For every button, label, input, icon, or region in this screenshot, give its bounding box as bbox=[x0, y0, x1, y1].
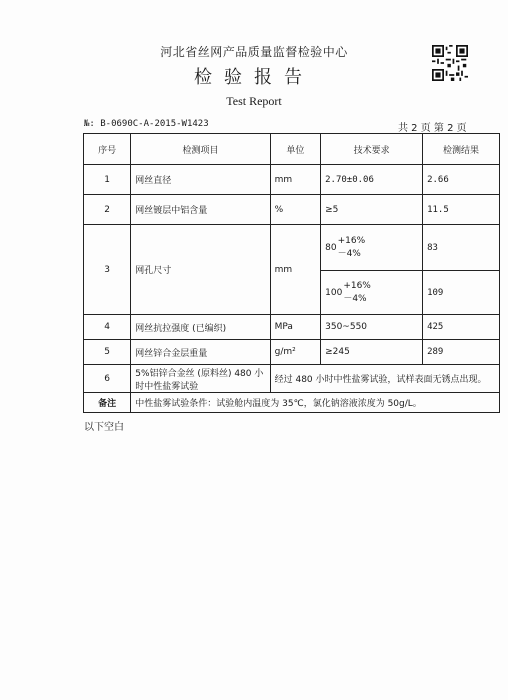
tolerance-base: 100 bbox=[325, 287, 343, 298]
report-number: №: B-0690C-A-2015-W1423 bbox=[84, 119, 209, 129]
row-unit: % bbox=[270, 195, 321, 225]
remarks-row bbox=[84, 393, 500, 413]
tolerance-plus: +16% bbox=[343, 280, 371, 291]
row-requirement: ≥245 bbox=[321, 340, 423, 365]
remarks-label: 备注 bbox=[84, 393, 131, 413]
row-no: 6 bbox=[84, 365, 131, 393]
table-row bbox=[84, 365, 500, 393]
tolerance-minus: －4% bbox=[343, 293, 367, 304]
row-item: 网丝抗拉强度 (已编织) bbox=[131, 315, 270, 340]
row-result: 2.66 bbox=[423, 165, 500, 195]
tolerance-base: 80 bbox=[325, 242, 337, 253]
col-header-unit: 单位 bbox=[270, 134, 321, 165]
tolerance-plus: +16% bbox=[337, 235, 366, 246]
row-result: 109 bbox=[423, 271, 500, 315]
table-row bbox=[84, 165, 500, 195]
table-header-row bbox=[84, 134, 500, 165]
organization-name: 河北省丝网产品质量监督检验中心 bbox=[160, 45, 348, 59]
row-unit: mm bbox=[270, 225, 321, 315]
col-header-item: 检测项目 bbox=[131, 134, 270, 165]
row-requirement: ≥5 bbox=[321, 195, 423, 225]
remarks-text: 中性盐雾试验条件：试验舱内温度为 35℃，氯化钠溶液浓度为 50g/L。 bbox=[131, 393, 500, 413]
row-item: 5%铝锌合金丝 (原料丝) 480 小时中性盐雾试验 bbox=[131, 365, 270, 393]
row-requirement: 350~550 bbox=[321, 315, 423, 340]
row-item: 网丝镀层中铝含量 bbox=[131, 195, 270, 225]
table-row bbox=[84, 195, 500, 225]
row-requirement-tolerance bbox=[321, 225, 423, 271]
table-row bbox=[84, 340, 500, 365]
row-result: 289 bbox=[423, 340, 500, 365]
row-result-merged: 经过 480 小时中性盐雾试验，试样表面无锈点出现。 bbox=[270, 365, 499, 393]
table-row bbox=[84, 315, 500, 340]
row-result: 83 bbox=[423, 225, 500, 271]
qr-code-icon bbox=[432, 45, 468, 81]
report-subtitle: Test Report bbox=[226, 94, 282, 108]
row-item: 网丝锌合金层重量 bbox=[131, 340, 270, 365]
row-no: 3 bbox=[84, 225, 131, 315]
row-item: 网丝直径 bbox=[131, 165, 270, 195]
row-result: 11.5 bbox=[423, 195, 500, 225]
results-table bbox=[83, 133, 500, 413]
report-title: 检验报告 bbox=[194, 67, 314, 88]
tolerance-minus: －4% bbox=[337, 248, 361, 259]
page-indicator: 共 2 页 第 2 页 bbox=[398, 123, 467, 134]
row-no: 1 bbox=[84, 165, 131, 195]
footer-note: 以下空白 bbox=[84, 422, 124, 433]
row-item: 网孔尺寸 bbox=[131, 225, 270, 315]
row-unit: mm bbox=[270, 165, 321, 195]
row-unit: g/m² bbox=[270, 340, 321, 365]
row-no: 4 bbox=[84, 315, 131, 340]
col-header-no: 序号 bbox=[84, 134, 131, 165]
row-requirement: 2.70±0.06 bbox=[321, 165, 423, 195]
row-no: 2 bbox=[84, 195, 131, 225]
col-header-requirement: 技术要求 bbox=[321, 134, 423, 165]
row-unit: MPa bbox=[270, 315, 321, 340]
row-result: 425 bbox=[423, 315, 500, 340]
row-requirement-tolerance bbox=[321, 271, 423, 315]
col-header-result: 检测结果 bbox=[423, 134, 500, 165]
row-no: 5 bbox=[84, 340, 131, 365]
table-row bbox=[84, 225, 500, 271]
